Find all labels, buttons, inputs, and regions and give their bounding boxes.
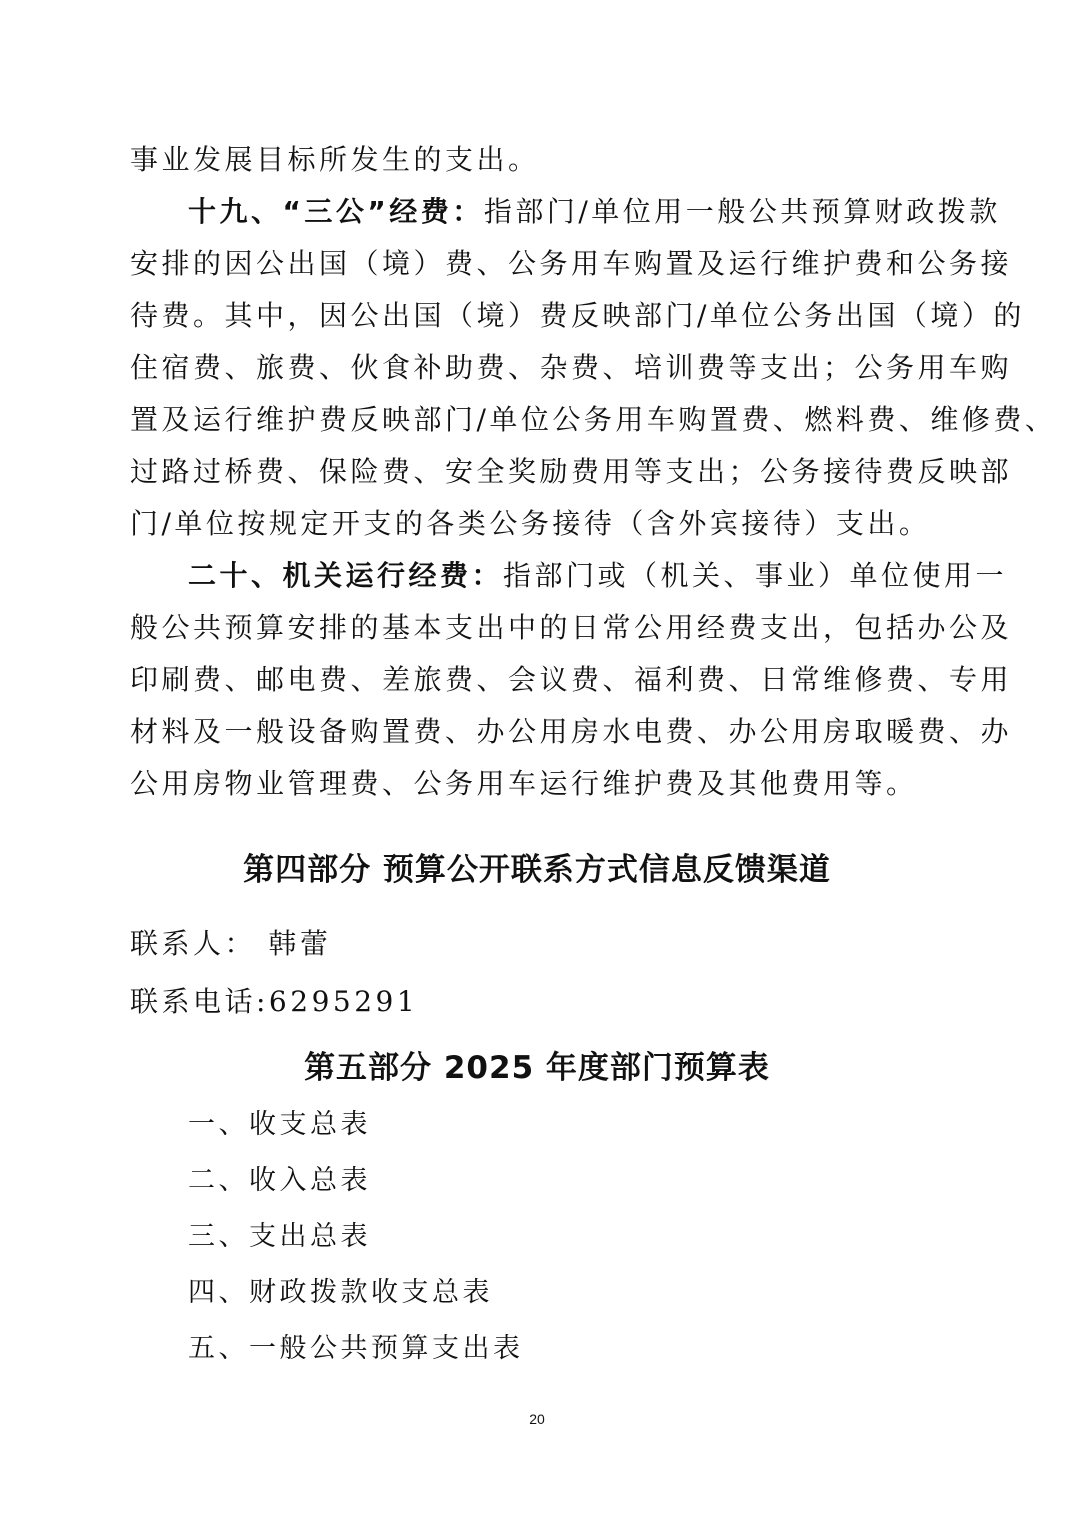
text-line: 指部门或（机关、事业）单位使用一 — [503, 559, 1008, 592]
budget-table-item: 三、支出总表 — [188, 1221, 371, 1252]
section-4-title: 第四部分 预算公开联系方式信息反馈渠道 — [243, 852, 831, 888]
budget-table-item: 一、收支总表 — [188, 1109, 371, 1140]
text-line: 置及运行维护费反映部门/单位公务用车购置费、燃料费、维修费、 — [130, 403, 1057, 436]
budget-table-item: 五、一般公共预算支出表 — [188, 1333, 524, 1364]
paragraph-19-first-line — [188, 190, 1001, 230]
paragraph-19-label: 十九、“三公”经费： — [188, 195, 484, 228]
text-line: 过路过桥费、保险费、安全奖励费用等支出；公务接待费反映部 — [130, 455, 1013, 488]
section-5-title: 第五部分 2025 年度部门预算表 — [304, 1050, 770, 1086]
contact-phone: 联系电话:6295291 — [130, 985, 419, 1018]
text-line: 住宿费、旅费、伙食补助费、杂费、培训费等支出；公务用车购 — [130, 351, 1013, 384]
text-line: 安排的因公出国（境）费、公务用车购置及运行维护费和公务接 — [130, 247, 1013, 280]
text-line: 般公共预算安排的基本支出中的日常公用经费支出，包括办公及 — [130, 611, 1013, 644]
budget-table-item: 二、收入总表 — [188, 1165, 371, 1196]
text-line: 印刷费、邮电费、差旅费、会议费、福利费、日常维修费、专用 — [130, 663, 1013, 696]
text-line: 事业发展目标所发生的支出。 — [130, 143, 540, 176]
text-line: 指部门/单位用一般公共预算财政拨款 — [483, 195, 1001, 228]
contact-person: 联系人： 韩蕾 — [130, 927, 332, 960]
text-line: 公用房物业管理费、公务用车运行维护费及其他费用等。 — [130, 767, 918, 800]
page-number: 20 — [529, 1411, 545, 1427]
text-line: 材料及一般设备购置费、办公用房水电费、办公用房取暖费、办 — [130, 715, 1013, 748]
budget-table-item: 四、财政拨款收支总表 — [188, 1277, 493, 1308]
text-line: 门/单位按规定开支的各类公务接待（含外宾接待）支出。 — [130, 507, 931, 540]
paragraph-20-first-line — [188, 554, 1007, 594]
text-line: 待费。其中，因公出国（境）费反映部门/单位公务出国（境）的 — [130, 299, 1025, 332]
paragraph-20-label: 二十、机关运行经费： — [188, 559, 504, 592]
